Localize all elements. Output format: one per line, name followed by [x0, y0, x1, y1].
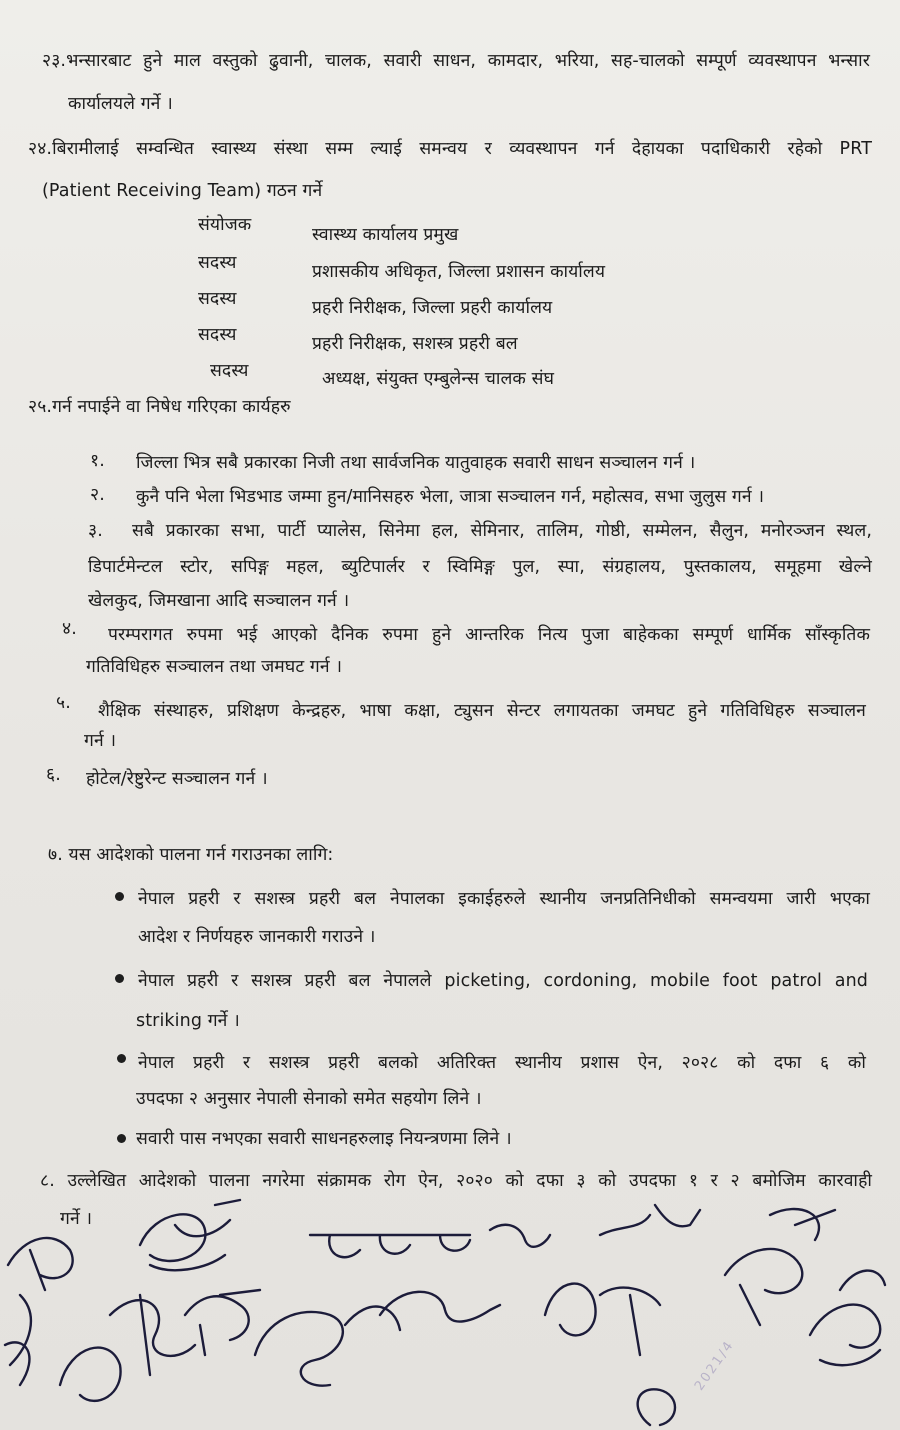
team-role-5: सदस्य — [210, 361, 249, 381]
team-member-5: अध्यक्ष, संयुक्त एम्बुलेन्स चालक संघ — [322, 369, 555, 389]
item25-sub3-line1: सबै प्रकारका सभा, पार्टी प्यालेस, सिनेमा हल, सेमिनार, तालिम, गोष्ठी, सम्मेलन, सैलुन, मनोरञ्जन स्थल, — [132, 521, 872, 541]
signature-5 — [310, 1225, 550, 1257]
signature-7 — [545, 1284, 675, 1425]
item23-line1: २३.भन्सारबाट हुने माल वस्तुको ढुवानी, चालक, सवारी साधन, कामदार, भरिया, सह-चालको सम्पूर्ण व्यवस्थापन भन्सार — [42, 51, 870, 71]
bullet-dot — [115, 892, 124, 901]
item25-sub6-num: ६. — [46, 765, 61, 785]
item24-line2: (Patient Receiving Team) गठन गर्ने — [42, 181, 323, 201]
item7-bullet2-line1: नेपाल प्रहरी र सशस्त्र प्रहरी बल नेपालले picketing, cordoning, mobile foot patrol and — [138, 971, 868, 991]
item25-sub4-line2: गतिविधिहरु सञ्चालन तथा जमघट गर्न । — [86, 657, 343, 677]
item7-bullet3-line1: नेपाल प्रहरी र सशस्त्र प्रहरी बलको अतिरिक्त स्थानीय प्रशास ऐन, २०२८ को दफा ६ को — [138, 1053, 866, 1073]
item25-heading: २५.गर्न नपाईने वा निषेध गरिएका कार्यहरु — [28, 397, 291, 417]
team-member-1: स्वास्थ्य कार्यालय प्रमुख — [312, 225, 459, 245]
item7-bullet1-line2: आदेश र निर्णयहरु जानकारी गराउने । — [138, 927, 376, 947]
team-role-1: संयोजक — [198, 215, 252, 235]
item25-sub5-num: ५. — [56, 693, 71, 713]
item25-sub2-num: २. — [90, 485, 105, 505]
bullet-dot — [117, 1134, 126, 1143]
item25-sub4-line1: परम्परागत रुपमा भई आएको दैनिक रुपमा हुने आन्तरिक नित्य पुजा बाहेकका सम्पूर्ण धार्मिक साँस्कृतिक — [108, 625, 870, 645]
signature-10 — [810, 1271, 885, 1366]
signature-1 — [5, 1238, 73, 1385]
signature-9 — [725, 1209, 835, 1325]
item25-sub3-line3: खेलकुद, जिमखाना आदि सञ्चालन गर्न । — [88, 591, 350, 611]
signature-4 — [185, 1290, 260, 1355]
item8-line2: गर्ने । — [60, 1209, 93, 1229]
item7-bullet1-line1: नेपाल प्रहरी र सशस्त्र प्रहरी बल नेपालका इकाईहरुले स्थानीय जनप्रतिनिधीको समन्वयमा जारी भएका — [138, 889, 870, 909]
item23-line2: कार्यालयले गर्ने । — [68, 94, 173, 114]
bullet-dot — [117, 1054, 126, 1063]
item25-sub3-line2: डिपार्टमेन्टल स्टोर, सपिङ्ग महल, ब्युटिपार्लर र स्विमिङ्ग पुल, स्पा, संग्रहालय, पुस्तकालय, समूहमा खेल्ने — [88, 557, 872, 577]
item25-sub2-line1: कुनै पनि भेला भिडभाड जम्मा हुन/मानिसहरु भेला, जात्रा सञ्चालन गर्न, महोत्सव, सभा जुलुस गर्न । — [136, 487, 765, 507]
team-role-3: सदस्य — [198, 289, 237, 309]
item7-bullet4-line1: सवारी पास नभएका सवारी साधनहरुलाइ नियन्त्रणमा लिने । — [136, 1129, 512, 1149]
item25-sub5-line2: गर्न । — [84, 731, 117, 751]
item25-sub1-line1: जिल्ला भित्र सबै प्रकारका निजी तथा सार्वजनिक यातुवाहक सवारी साधन सञ्चालन गर्न । — [136, 453, 696, 473]
signature-8 — [600, 1205, 700, 1235]
item7-bullet2-line2: striking गर्ने । — [136, 1011, 240, 1031]
signature-3 — [140, 1200, 240, 1270]
team-role-2: सदस्य — [198, 253, 237, 273]
signature-6 — [255, 1292, 500, 1386]
item25-sub1-num: १. — [90, 451, 105, 471]
item8-line1: ८. उल्लेखित आदेशको पालना नगरेमा संक्रामक रोग ऐन, २०२० को दफा ३ को उपदफा १ र २ बमोजिम कारवाही — [40, 1171, 872, 1191]
team-member-4: प्रहरी निरीक्षक, सशस्त्र प्रहरी बल — [312, 334, 518, 354]
bullet-dot — [115, 974, 124, 983]
signature-2 — [60, 1295, 195, 1401]
item25-sub4-num: ४. — [62, 619, 77, 639]
team-member-3: प्रहरी निरीक्षक, जिल्ला प्रहरी कार्यालय — [312, 298, 553, 318]
signatures — [0, 1195, 900, 1430]
item24-line1: २४.बिरामीलाई सम्वन्धित स्वास्थ्य संस्था सम्म ल्याई समन्वय र व्यवस्थापन गर्न देहायका पदाधिकारी रहेको PRT — [28, 139, 872, 159]
item25-sub5-line1: शैक्षिक संस्थाहरु, प्रशिक्षण केन्द्रहरु, भाषा कक्षा, ट्युसन सेन्टर लगायतका जमघट हुने गतिविधिहरु सञ्चालन — [98, 701, 866, 721]
signatures-drawing — [0, 1195, 900, 1430]
team-member-2: प्रशासकीय अधिकृत, जिल्ला प्रशासन कार्यालय — [312, 262, 606, 282]
date-stamp: 2021/4 — [692, 1337, 738, 1394]
item7-bullet3-line2: उपदफा २ अनुसार नेपाली सेनाको समेत सहयोग लिने । — [136, 1089, 482, 1109]
item25-sub6-line1: होटेल/रेष्टुरेन्ट सञ्चालन गर्न । — [86, 769, 268, 789]
item25-sub3-num: ३. — [88, 521, 103, 541]
item7-heading: ७. यस आदेशको पालना गर्न गराउनका लागि: — [48, 845, 334, 865]
team-role-4: सदस्य — [198, 325, 237, 345]
